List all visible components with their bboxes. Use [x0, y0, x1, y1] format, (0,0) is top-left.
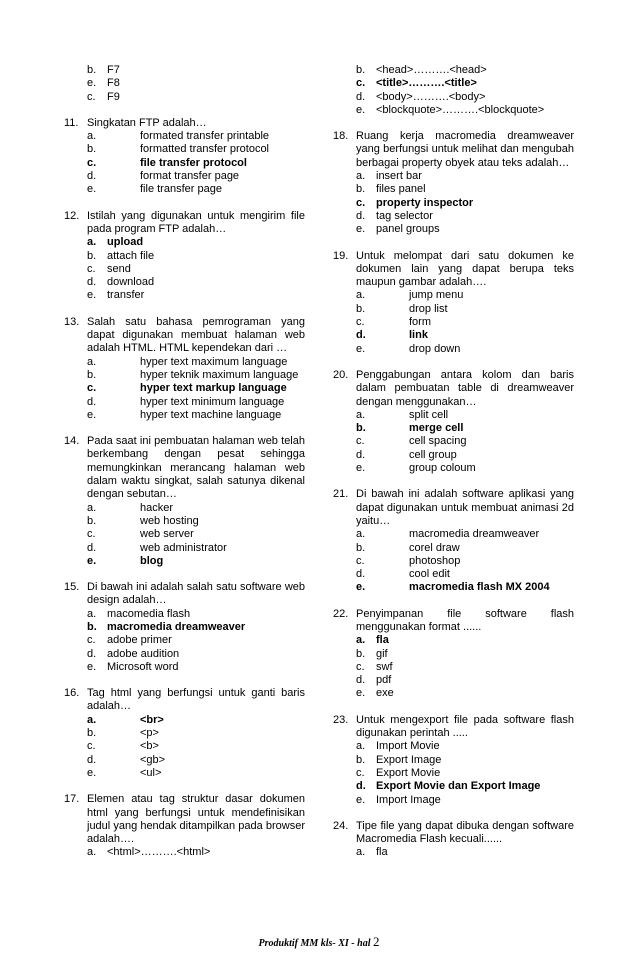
option-text: adobe audition	[107, 647, 180, 660]
option-text: drop list	[409, 302, 448, 315]
option-label: b.	[356, 302, 366, 315]
option-text: <br>	[140, 713, 164, 726]
option-label: d.	[87, 395, 97, 408]
option-label: a.	[87, 130, 97, 143]
option-text: cool edit	[409, 568, 450, 581]
question-text: Tag html yang berfungsi untuk ganti baris adalah…	[87, 687, 305, 713]
option-label: b.	[356, 753, 366, 766]
option	[333, 462, 574, 475]
left-column	[64, 64, 305, 873]
option	[333, 687, 574, 700]
right-question-list	[333, 130, 574, 860]
option-text: send	[107, 262, 131, 275]
question-stem	[64, 435, 305, 501]
option-label: d.	[356, 329, 366, 342]
option-text: Microsoft word	[107, 660, 179, 673]
option-label: a.	[356, 170, 366, 183]
option-label: a.	[356, 289, 366, 302]
option-label: a.	[356, 740, 366, 753]
option	[333, 343, 574, 356]
option-text: format transfer page	[140, 170, 240, 183]
option-label: e.	[356, 687, 366, 700]
question-text: Di bawah ini adalah salah satu software web design adalah…	[87, 581, 305, 607]
option	[64, 661, 305, 674]
option-text: insert bar	[376, 170, 422, 183]
option	[333, 316, 574, 329]
option-text: files panel	[376, 183, 426, 196]
option-label: c.	[356, 554, 365, 567]
option-text: macromedia dreamweaver	[107, 620, 246, 633]
option	[64, 289, 305, 302]
option-label: b.	[87, 727, 97, 740]
option: d. <body>……….<body>	[356, 90, 486, 103]
option-label: c.	[356, 766, 365, 779]
option-label: e.	[356, 793, 366, 806]
option	[64, 767, 305, 780]
question-12	[64, 210, 305, 303]
option-label: e.	[87, 660, 97, 673]
option-text: Export Image	[376, 753, 442, 766]
option-text: web hosting	[140, 514, 199, 527]
option-text: upload	[107, 236, 144, 249]
option	[64, 846, 305, 859]
option-text: transfer	[107, 289, 145, 302]
question-text: Salah satu bahasa pemrograman yang dapat digunakan membuat halaman web adalah HTML. HTML kependekan dari …	[87, 315, 305, 355]
question-number: 12.	[64, 209, 80, 222]
option-correct: c. <title>……….<title>	[356, 77, 477, 90]
question-stem	[64, 210, 305, 237]
option-label: e.	[87, 183, 97, 196]
option	[64, 250, 305, 263]
question-stem	[64, 316, 305, 356]
question-number: 16.	[64, 687, 80, 700]
option-label: d.	[356, 674, 366, 687]
option-correct	[333, 197, 574, 210]
question-text: Istilah yang digunakan untuk mengirim file pada program FTP adalah…	[87, 209, 305, 235]
option-label: b.	[356, 647, 366, 660]
option-label: c.	[87, 634, 96, 647]
option-text: attach file	[107, 249, 155, 262]
option	[333, 303, 574, 316]
question-text: Tipe file yang dapat dibuka dengan software Macromedia Flash kecuali......	[356, 819, 574, 846]
option-label: b.	[356, 541, 366, 554]
option-label: b.	[87, 620, 97, 633]
option-text: Import Image	[376, 793, 441, 806]
option	[64, 409, 305, 422]
option-text: hyper text maximum language	[140, 355, 288, 368]
option-text: split cell	[409, 408, 449, 421]
question-stem	[333, 369, 574, 409]
option	[64, 143, 305, 156]
option-text: exe	[376, 687, 394, 700]
question-16	[64, 687, 305, 780]
page-footer	[0, 935, 638, 950]
option-text: jump menu	[409, 289, 464, 302]
option-text: gif	[376, 647, 388, 660]
option-text: tag selector	[376, 209, 433, 222]
option-label: d.	[87, 753, 97, 766]
option-label: b.	[356, 422, 366, 435]
right-column	[333, 64, 574, 873]
question-number: 15.	[64, 581, 80, 594]
question-stem	[333, 250, 574, 290]
option-label: e.	[87, 766, 97, 779]
option-label: e.	[87, 408, 97, 421]
option	[333, 568, 574, 581]
option-label: e.	[356, 223, 366, 236]
option	[64, 648, 305, 661]
option	[333, 210, 574, 223]
question-number: 24.	[333, 819, 349, 832]
question-11	[64, 117, 305, 197]
option-label: d.	[356, 568, 366, 581]
option	[333, 674, 574, 687]
question-text: Ruang kerja macromedia dreamweaver yang berfungsi untuk melihat dan mengubah berbagai property obyek atau teks adalah…	[356, 130, 574, 169]
option-label: a.	[87, 236, 97, 249]
option-text: link	[409, 329, 428, 342]
option-label: e.	[87, 289, 97, 302]
option-label: c.	[87, 262, 96, 275]
question-stem	[64, 117, 305, 130]
question-22	[333, 608, 574, 701]
option	[64, 396, 305, 409]
question-stem	[333, 608, 574, 635]
option	[333, 170, 574, 183]
option-label: c.	[87, 740, 96, 753]
option-text: Export Movie	[376, 766, 441, 779]
option-text: pdf	[376, 674, 392, 687]
question-20	[333, 369, 574, 475]
option-text: cell spacing	[409, 435, 467, 448]
option-text: fla	[376, 846, 388, 859]
option-text: cell group	[409, 448, 457, 461]
option	[333, 648, 574, 661]
option-label: b.	[87, 143, 97, 156]
option	[64, 183, 305, 196]
option-label: a.	[87, 501, 97, 514]
question-number: 11.	[64, 116, 79, 129]
option	[64, 608, 305, 621]
option-text: macromedia flash MX 2004	[409, 581, 550, 594]
question-number: 18.	[333, 130, 349, 143]
option	[64, 276, 305, 289]
left-question-list	[64, 117, 305, 860]
option-label: a.	[356, 846, 366, 859]
option-text: adobe primer	[107, 634, 172, 647]
option: e. F8	[87, 77, 120, 90]
option-label: a.	[87, 355, 97, 368]
option-label: c.	[356, 316, 365, 329]
option-label: c.	[356, 196, 366, 209]
option-text: hacker	[140, 501, 174, 514]
question-stem	[333, 714, 574, 741]
question-stem	[64, 687, 305, 714]
option	[64, 130, 305, 143]
option	[64, 754, 305, 767]
option	[64, 542, 305, 555]
option-text: blog	[140, 554, 164, 567]
option	[333, 449, 574, 462]
option	[333, 767, 574, 780]
option-text: file transfer page	[140, 183, 222, 196]
question-10-continued	[64, 64, 305, 104]
option	[333, 555, 574, 568]
option-text: <p>	[140, 727, 159, 740]
option-label: c.	[87, 156, 97, 169]
option	[333, 289, 574, 302]
option-label: e.	[356, 342, 366, 355]
question-text: Elemen atau tag struktur dasar dokumen html yang berfungsi untuk mendefinisikan judul yang hendak ditampilkan pada browser adalah….	[87, 793, 305, 846]
option-correct	[333, 780, 574, 793]
option: e. <blockquote>……….<blockquote>	[356, 103, 545, 116]
option-text: Export Movie dan Export Image	[376, 780, 541, 793]
option	[333, 740, 574, 753]
option-text: photoshop	[409, 554, 461, 567]
question-stem	[333, 820, 574, 847]
option-text: hyper text machine language	[140, 408, 282, 421]
question-13	[64, 316, 305, 422]
question-number: 20.	[333, 368, 349, 381]
question-text: Untuk melompat dari satu dokumen ke dokumen lain yang dapat berupa teks maupun gambar adalah….	[356, 249, 574, 289]
option-text: Import Movie	[376, 740, 440, 753]
option: b. <head>……….<head>	[356, 64, 487, 76]
option	[64, 356, 305, 369]
option-correct	[64, 157, 305, 170]
option	[64, 263, 305, 276]
option-label: c.	[87, 528, 96, 541]
option-correct	[333, 581, 574, 594]
option	[333, 794, 574, 807]
option-label: b.	[87, 368, 97, 381]
option-text: merge cell	[409, 422, 464, 435]
option	[64, 369, 305, 382]
option-text: drop down	[409, 342, 461, 355]
option	[333, 409, 574, 422]
option-label: d.	[87, 276, 97, 289]
question-number: 19.	[333, 249, 349, 262]
question-number: 17.	[64, 793, 80, 806]
option-label: e.	[87, 554, 97, 567]
option-text: form	[409, 316, 431, 329]
option	[333, 528, 574, 541]
option	[333, 183, 574, 196]
footer-text: Produktif MM kls- XI - hal	[258, 938, 371, 949]
question-18	[333, 130, 574, 236]
question-number: 23.	[333, 713, 349, 726]
option-text: file transfer protocol	[140, 156, 247, 169]
option-label: a.	[87, 846, 97, 859]
option-text: hyper text minimum language	[140, 395, 285, 408]
option-correct	[64, 236, 305, 249]
option-text: <b>	[140, 740, 159, 753]
option-label: c.	[356, 435, 365, 448]
question-text: Singkatan FTP adalah…	[87, 116, 207, 129]
option-text: hyper teknik maximum language	[140, 368, 299, 381]
option-label: a.	[87, 713, 97, 726]
option-text: <html>……….<html>	[107, 846, 211, 859]
option-correct	[333, 329, 574, 342]
option-label: a.	[356, 408, 366, 421]
question-24	[333, 820, 574, 860]
option-label: c.	[87, 382, 97, 395]
page-number: 2	[372, 934, 380, 949]
option-label: a.	[87, 607, 97, 620]
option: c. F9	[87, 90, 120, 103]
option	[333, 846, 574, 859]
option	[333, 754, 574, 767]
option	[64, 515, 305, 528]
option-label: a.	[356, 528, 366, 541]
option	[333, 542, 574, 555]
option-text: property inspector	[376, 196, 474, 209]
option-text: panel groups	[376, 223, 440, 236]
option-text: corel draw	[409, 541, 460, 554]
option-text: web server	[140, 528, 194, 541]
option-label: b.	[87, 249, 97, 262]
question-stem	[333, 130, 574, 170]
option-correct	[64, 621, 305, 634]
option-label: e.	[356, 462, 366, 475]
option-correct	[64, 555, 305, 568]
option-label: d.	[356, 780, 366, 793]
question-14	[64, 435, 305, 568]
option-label: d.	[87, 541, 97, 554]
option	[64, 727, 305, 740]
option-text: formated transfer printable	[140, 130, 270, 143]
question-21	[333, 488, 574, 594]
question-text: Untuk mengexport file pada software flash digunakan perintah .....	[356, 713, 574, 740]
question-17	[64, 793, 305, 859]
option-correct	[333, 422, 574, 435]
option-text: web administrator	[140, 541, 227, 554]
option	[333, 223, 574, 236]
question-23	[333, 714, 574, 807]
option	[64, 740, 305, 753]
option-text: <ul>	[140, 766, 162, 779]
question-15	[64, 581, 305, 674]
question-19	[333, 250, 574, 356]
option-text: macromedia dreamweaver	[409, 528, 540, 541]
option	[64, 634, 305, 647]
option-label: d.	[356, 448, 366, 461]
option-text: macomedia flash	[107, 607, 191, 620]
question-text: Penyimpanan file software flash menggunakan format ......	[356, 607, 574, 633]
option-label: e.	[356, 581, 366, 594]
option	[64, 528, 305, 541]
question-text: Pada saat ini pembuatan halaman web telah berkembang dengan pesat sehingga memungkinkan merancang halaman web dalam waktu singkat, salah satunya dikenal dengan sebutan…	[87, 435, 305, 501]
question-text: Penggabungan antara kolom dan baris dalam pembuatan table di dreamweaver dengan menggunakan…	[356, 368, 574, 408]
question-number: 21.	[333, 488, 349, 501]
option: b. F7	[87, 64, 120, 76]
question-17-continued	[333, 64, 574, 117]
option-text: download	[107, 276, 155, 289]
option-correct	[64, 714, 305, 727]
option-label: d.	[87, 170, 97, 183]
option-text: <gb>	[140, 753, 166, 766]
question-stem	[64, 581, 305, 608]
option	[64, 502, 305, 515]
option-text: group coloum	[409, 462, 476, 475]
option-label: d.	[356, 209, 366, 222]
option-label: c.	[356, 660, 365, 673]
question-number: 13.	[64, 315, 80, 328]
question-number: 14.	[64, 435, 80, 448]
option-label: b.	[87, 514, 97, 527]
question-stem	[64, 793, 305, 846]
option-label: b.	[356, 183, 366, 196]
option	[64, 170, 305, 183]
question-number: 22.	[333, 607, 349, 620]
question-text: Di bawah ini adalah software aplikasi yang dapat digunakan untuk membuat animasi 2d yaitu…	[356, 488, 574, 527]
option-correct	[64, 382, 305, 395]
option-label: a.	[356, 634, 366, 647]
option-correct	[333, 634, 574, 647]
option-text: fla	[376, 634, 389, 647]
option-text: formatted transfer protocol	[140, 143, 270, 156]
option-text: swf	[376, 660, 393, 673]
question-stem	[333, 488, 574, 528]
option	[333, 661, 574, 674]
option-text: hyper text markup language	[140, 382, 287, 395]
option	[333, 435, 574, 448]
option-label: d.	[87, 647, 97, 660]
